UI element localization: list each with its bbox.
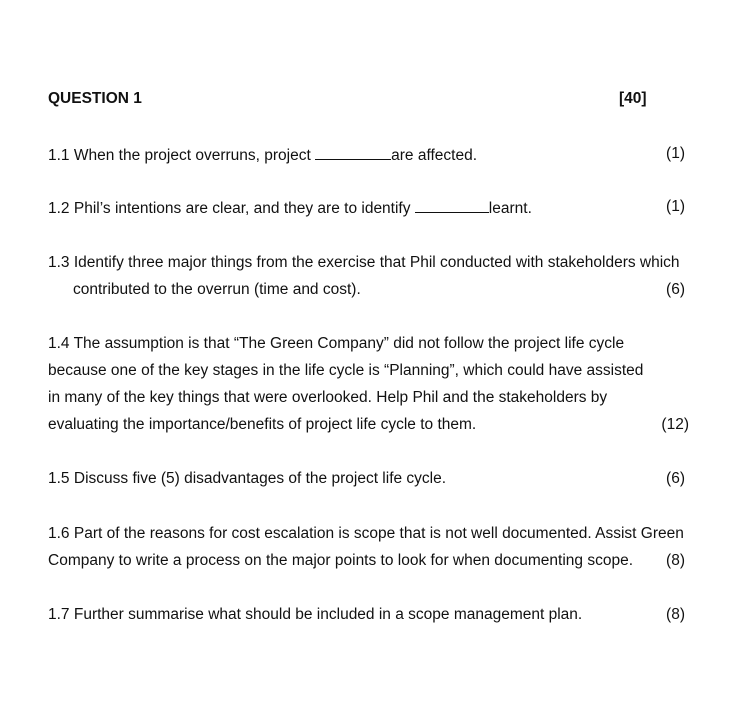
answer-blank: [415, 198, 489, 213]
item-text-line-4: evaluating the importance/benefits of project life cycle to them.: [48, 416, 477, 433]
item-marks: (1): [666, 198, 685, 215]
question-1-7: [48, 606, 582, 624]
item-marks: (6): [666, 281, 685, 298]
question-title: QUESTION 1: [48, 90, 142, 107]
item-marks: (1): [666, 145, 685, 162]
item-text-line-1: The assumption is that “The Green Company” did not follow the project life cycle: [73, 335, 625, 352]
question-1-6: [48, 525, 684, 543]
item-marks: (8): [666, 552, 685, 569]
item-number: 1.7: [48, 606, 70, 623]
item-marks: (6): [666, 470, 685, 487]
item-text-line-1: Part of the reasons for cost escalation is scope that is not well documented. Assist Green: [73, 525, 684, 542]
item-text: Discuss five (5) disadvantages of the project life cycle.: [73, 470, 447, 487]
question-1-4: [48, 335, 624, 353]
question-1-5: [48, 470, 446, 488]
item-number: 1.4: [48, 335, 70, 352]
item-text-after: are affected.: [391, 147, 477, 164]
item-number: 1.2: [48, 200, 70, 217]
item-text-line-3: in many of the key things that were overlooked. Help Phil and the stakeholders by: [48, 389, 608, 406]
item-marks: (8): [666, 606, 685, 623]
question-1-2: [48, 198, 532, 218]
item-text-line-2: because one of the key stages in the life cycle is “Planning”, which could have assisted: [48, 362, 644, 379]
answer-blank: [315, 145, 391, 160]
item-text-line-1: Identify three major things from the exercise that Phil conducted with stakeholders which: [73, 254, 680, 271]
item-text: When the project overruns, project: [73, 147, 316, 164]
question-1-3: [48, 254, 680, 272]
item-number: 1.1: [48, 147, 70, 164]
item-text-line-2: contributed to the overrun (time and cost).: [73, 281, 361, 298]
item-text-line-2: Company to write a process on the major points to look for when documenting scope.: [48, 552, 634, 569]
total-marks: [40]: [619, 90, 647, 107]
item-text: Phil’s intentions are clear, and they are to identify: [73, 200, 415, 217]
item-marks: (12): [661, 416, 689, 433]
item-number: 1.3: [48, 254, 70, 271]
item-number: 1.6: [48, 525, 70, 542]
item-text: Further summarise what should be included in a scope management plan.: [73, 606, 583, 623]
question-1-1: [48, 145, 477, 165]
item-text-after: learnt.: [488, 200, 532, 217]
item-number: 1.5: [48, 470, 70, 487]
